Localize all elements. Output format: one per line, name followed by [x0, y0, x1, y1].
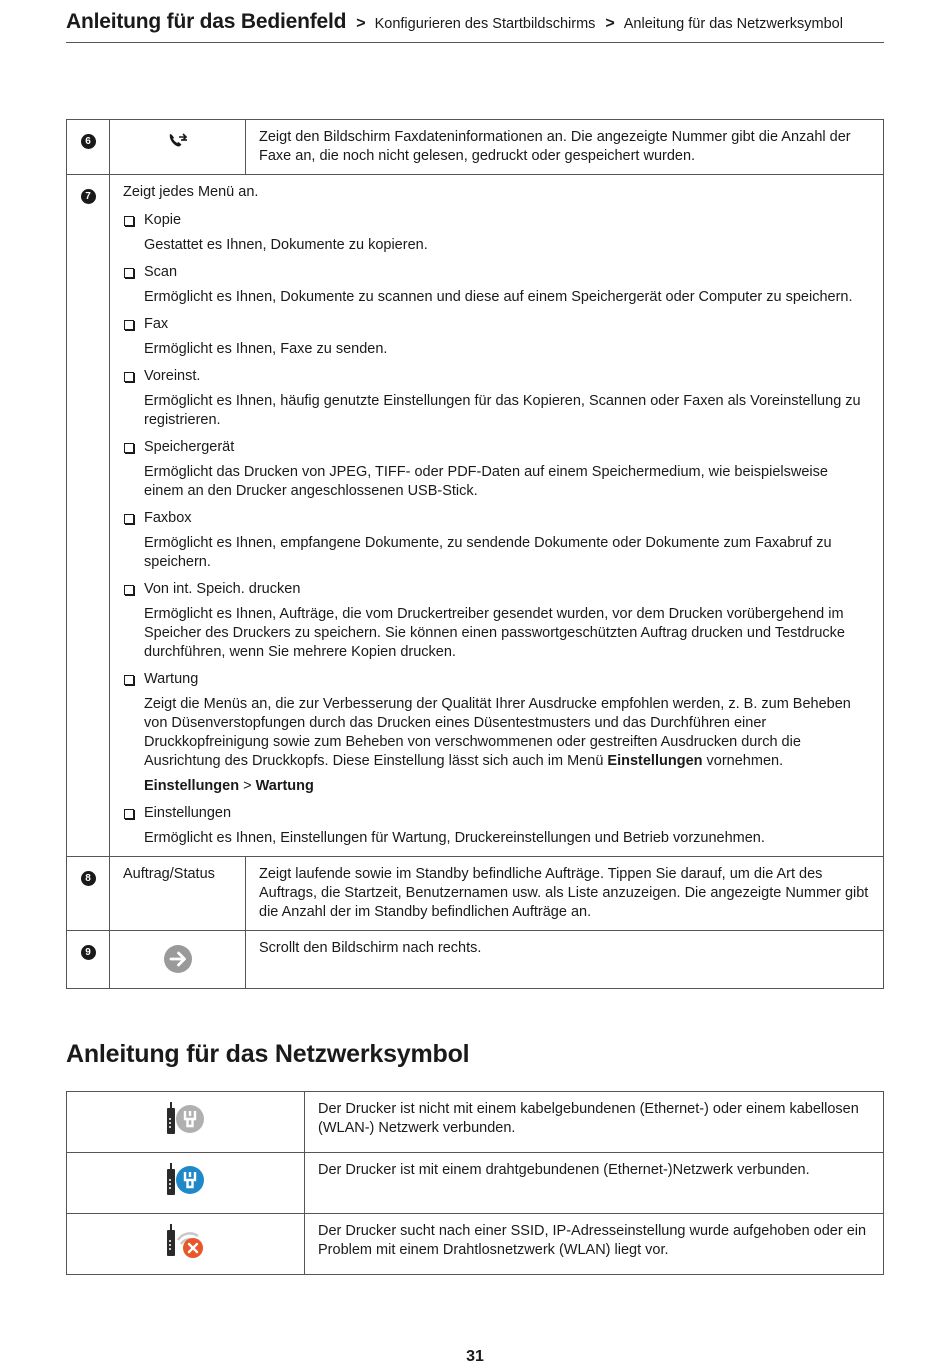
- table-row: [67, 120, 884, 175]
- menu-item-scan: [123, 263, 869, 307]
- page-number: 31: [466, 1348, 484, 1365]
- menu-item-desc: Ermöglicht es Ihnen, Aufträge, die vom Druckertreiber gesendet wurden, vor dem Drucken vorübergehend im Speicher des Druckers zu speichern. Sie können einen passwortgeschützten Auftrag drucken und Testdrucke durchführen, wenn Sie mehrere Kopien drucken.: [144, 606, 845, 660]
- menu-item-desc: Ermöglicht es Ihnen, empfangene Dokumente, zu sendende Dokumente oder Dokumente zum Faxabruf zu speichern.: [144, 535, 832, 570]
- checkbox-bullet-icon: [124, 268, 134, 278]
- menu-item-title: Faxbox: [144, 510, 192, 526]
- fax-data-icon: [166, 138, 190, 154]
- checkbox-bullet-icon: [124, 809, 134, 819]
- menu-reference-einstellungen: Einstellungen: [607, 753, 703, 769]
- menu-item-von-int-speich-drucken: [123, 580, 869, 662]
- table-row: [67, 857, 884, 931]
- menu-item-desc: Ermöglicht es Ihnen, Einstellungen für Wartung, Druckereinstellungen und Betrieb vorzunehmen.: [144, 830, 765, 846]
- arrow-right-circle-icon: [163, 962, 193, 978]
- breadcrumb-separator: >: [356, 15, 366, 32]
- menu-item-title: Von int. Speich. drucken: [144, 581, 301, 597]
- row-number-badge: 8: [81, 871, 96, 886]
- row-number-badge: 7: [81, 189, 96, 204]
- menu-item-desc: Ermöglicht das Drucken von JPEG, TIFF- oder PDF-Daten auf einem Speichermedium, wie beispielsweise einem an den Drucker angeschlossenen USB-Stick.: [144, 464, 828, 499]
- row-number-badge: 6: [81, 134, 96, 149]
- table-row: [67, 175, 884, 857]
- menu-item-title: Einstellungen: [144, 805, 232, 821]
- menu-item-kopie: [123, 211, 869, 255]
- checkbox-bullet-icon: [124, 372, 134, 382]
- row-description: Der Drucker sucht nach einer SSID, IP-Adresseinstellung wurde aufgehoben oder ein Problem mit einem Drahtlosnetzwerk (WLAN) liegt vor.: [305, 1214, 884, 1275]
- menu-item-desc: Ermöglicht es Ihnen, Faxe zu senden.: [144, 341, 388, 357]
- menu-item-title: Voreinst.: [144, 368, 201, 384]
- menu-intro: Zeigt jedes Menü an.: [123, 184, 259, 200]
- menu-item-title: Scan: [144, 264, 178, 280]
- menu-item-speichergeraet: [123, 438, 869, 501]
- row-description: Der Drucker ist mit einem drahtgebundenen (Ethernet-)Netzwerk verbunden.: [305, 1153, 884, 1214]
- menu-item-desc: Ermöglicht es Ihnen, häufig genutzte Einstellungen für das Kopieren, Scannen oder Faxen als Voreinstellung zu registrieren.: [144, 393, 861, 428]
- network-disconnected-icon: [164, 1126, 208, 1142]
- checkbox-bullet-icon: [124, 514, 134, 524]
- checkbox-bullet-icon: [124, 675, 134, 685]
- menu-item-desc: Gestattet es Ihnen, Dokumente zu kopieren.: [144, 237, 428, 253]
- ethernet-connected-icon: [164, 1187, 208, 1203]
- breadcrumb-item-2[interactable]: Anleitung für das Netzwerksymbol: [623, 16, 843, 32]
- checkbox-bullet-icon: [124, 216, 134, 226]
- menu-item-voreinst: [123, 367, 869, 430]
- menu-item-title: Wartung: [144, 671, 199, 687]
- panel-guide-table: [66, 119, 884, 989]
- table-row: [67, 1092, 884, 1153]
- header-title: Anleitung für das Bedienfeld: [66, 10, 347, 33]
- menu-item-fax: [123, 315, 869, 359]
- menu-item-desc: Zeigt die Menüs an, die zur Verbesserung der Qualität Ihrer Ausdrucke empfohlen werden, z. B. zum Beheben von Düsenverstopfungen durch das Drucken eines Düsentestmusters und das Durchführen einer Druckkopfreinigung sowie zum Beheben von verschwommenen oder gestreiften Ausdrucken durch die Ausrichtung des Druckkopfs. Diese Einstellung lässt sich auch im Menü Einstellungen vornehmen.: [144, 696, 851, 769]
- section-heading: Anleitung für das Netzwerksymbol: [66, 1040, 470, 1068]
- menu-item-desc: Ermöglicht es Ihnen, Dokumente zu scannen und diese auf einem Speichergerät oder Computer zu speichern.: [144, 289, 853, 305]
- checkbox-bullet-icon: [124, 443, 134, 453]
- menu-path: Einstellungen > Wartung: [144, 778, 314, 794]
- row-description: Scrollt den Bildschirm nach rechts.: [246, 931, 884, 989]
- menu-item-wartung: [123, 670, 869, 796]
- row-description: Der Drucker ist nicht mit einem kabelgebundenen (Ethernet-) oder einem kabellosen (WLAN-) Netzwerk verbunden.: [305, 1092, 884, 1153]
- menu-item-faxbox: [123, 509, 869, 572]
- breadcrumb-separator: >: [605, 15, 615, 32]
- wifi-error-icon: [164, 1248, 208, 1264]
- page-header: [66, 10, 884, 43]
- menu-item-einstellungen: [123, 804, 869, 848]
- table-row: [67, 931, 884, 989]
- checkbox-bullet-icon: [124, 585, 134, 595]
- table-row: [67, 1214, 884, 1275]
- menu-item-title: Kopie: [144, 212, 182, 228]
- row-description: Zeigt laufende sowie im Standby befindliche Aufträge. Tippen Sie darauf, um die Art des Auftrags, die Startzeit, Benutzernamen usw. als Liste anzuzeigen. Die angezeigte Nummer gibt die Anzahl der im Standby befindlichen Aufträge an.: [246, 857, 884, 931]
- network-icon-table: [66, 1091, 884, 1275]
- row-label: Auftrag/Status: [110, 857, 246, 931]
- menu-item-title: Fax: [144, 316, 169, 332]
- breadcrumb-item-1[interactable]: Konfigurieren des Startbildschirms: [374, 16, 596, 32]
- menu-item-title: Speichergerät: [144, 439, 235, 455]
- checkbox-bullet-icon: [124, 320, 134, 330]
- row-number-badge: 9: [81, 945, 96, 960]
- table-row: [67, 1153, 884, 1214]
- row-description: Zeigt den Bildschirm Faxdateninformationen an. Die angezeigte Nummer gibt die Anzahl der Faxe an, die noch nicht gelesen, gedruckt oder gespeichert wurden.: [246, 120, 884, 175]
